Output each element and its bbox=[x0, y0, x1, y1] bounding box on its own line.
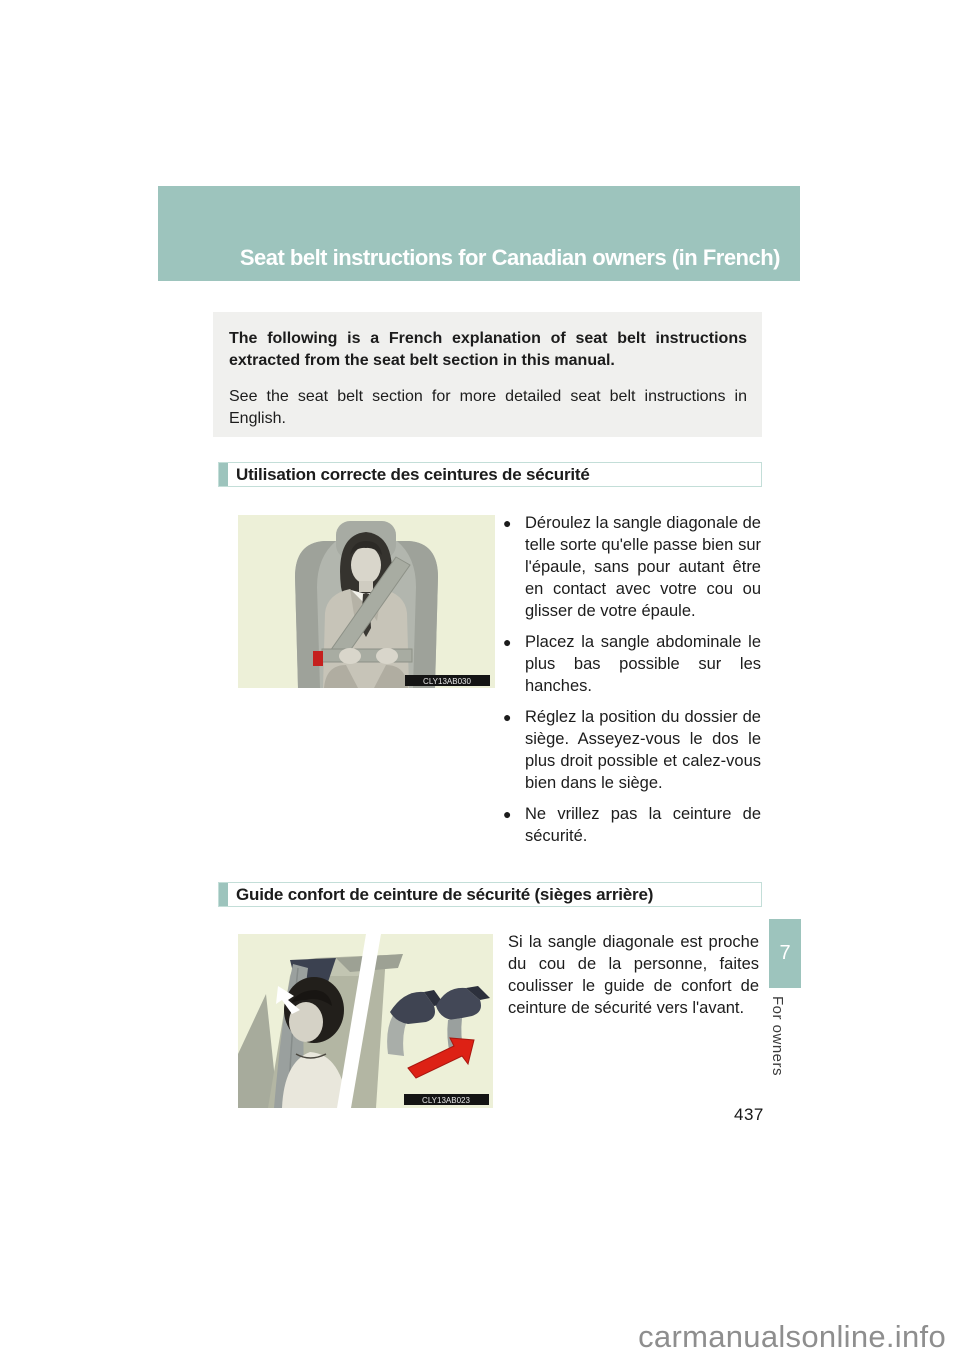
illustration-code-label: CLY13AB023 bbox=[422, 1096, 470, 1105]
list-item bbox=[503, 631, 761, 697]
watermark-text: carmanualsonline.info bbox=[638, 1319, 946, 1354]
bullet-icon: ● bbox=[503, 515, 512, 531]
belt-buckle bbox=[313, 651, 323, 666]
list-item bbox=[503, 803, 761, 847]
section-accent-bar bbox=[219, 883, 228, 906]
bullet-text: Ne vrillez pas la ceinture de sécurité. bbox=[525, 805, 761, 845]
section-header-correct-use bbox=[218, 462, 762, 487]
note-box bbox=[213, 312, 762, 437]
guide-paragraph: Si la sangle diagonale est proche du cou de la personne, faites coulisser le guide de confort de ceinture de sécurité vers l'avant. bbox=[508, 933, 759, 1017]
seatbelt-man-illustration bbox=[238, 515, 495, 688]
section-title: Guide confort de ceinture de sécurité (sièges arrière) bbox=[236, 884, 654, 904]
page-title: Seat belt instructions for Canadian owners (in French) bbox=[239, 245, 780, 270]
bullet-text: Déroulez la sangle diagonale de telle sorte qu'elle passe bien sur l'épaule, sans pour autant être en contact avec votre cou ou glisser de votre épaule. bbox=[525, 514, 761, 620]
note-paragraph-1: The following is a French explanation of seat belt instructions extracted from the seat belt section in this manual. bbox=[229, 330, 747, 369]
comfort-guide-illustration bbox=[238, 934, 493, 1108]
list-item bbox=[503, 512, 761, 622]
illustration-code-badge bbox=[405, 675, 490, 686]
illustration-code-label: CLY13AB030 bbox=[423, 677, 471, 686]
chapter-number-tab bbox=[769, 919, 801, 988]
illustration-code-badge bbox=[404, 1094, 489, 1105]
chapter-title-band bbox=[158, 186, 800, 281]
section-header-comfort-guide bbox=[218, 882, 762, 907]
page-number: 437 bbox=[734, 1105, 764, 1124]
bullet-icon: ● bbox=[503, 709, 512, 725]
bullet-text: Réglez la position du dossier de siège. Asseyez-vous le dos le plus droit possible et calez-vous bien dans le siège. bbox=[525, 708, 761, 792]
section-accent-bar bbox=[219, 463, 228, 486]
bullet-icon: ● bbox=[503, 634, 512, 650]
chapter-label-vertical: For owners bbox=[769, 996, 786, 1077]
section-title: Utilisation correcte des ceintures de sécurité bbox=[236, 464, 590, 484]
bullet-list bbox=[503, 512, 761, 856]
list-item bbox=[503, 706, 761, 794]
bullet-icon: ● bbox=[503, 806, 512, 822]
bullet-text: Placez la sangle abdominale le plus bas possible sur les hanches. bbox=[525, 633, 761, 695]
chapter-number: 7 bbox=[779, 942, 791, 964]
note-paragraph-2: See the seat belt section for more detailed seat belt instructions in English. bbox=[229, 388, 747, 427]
